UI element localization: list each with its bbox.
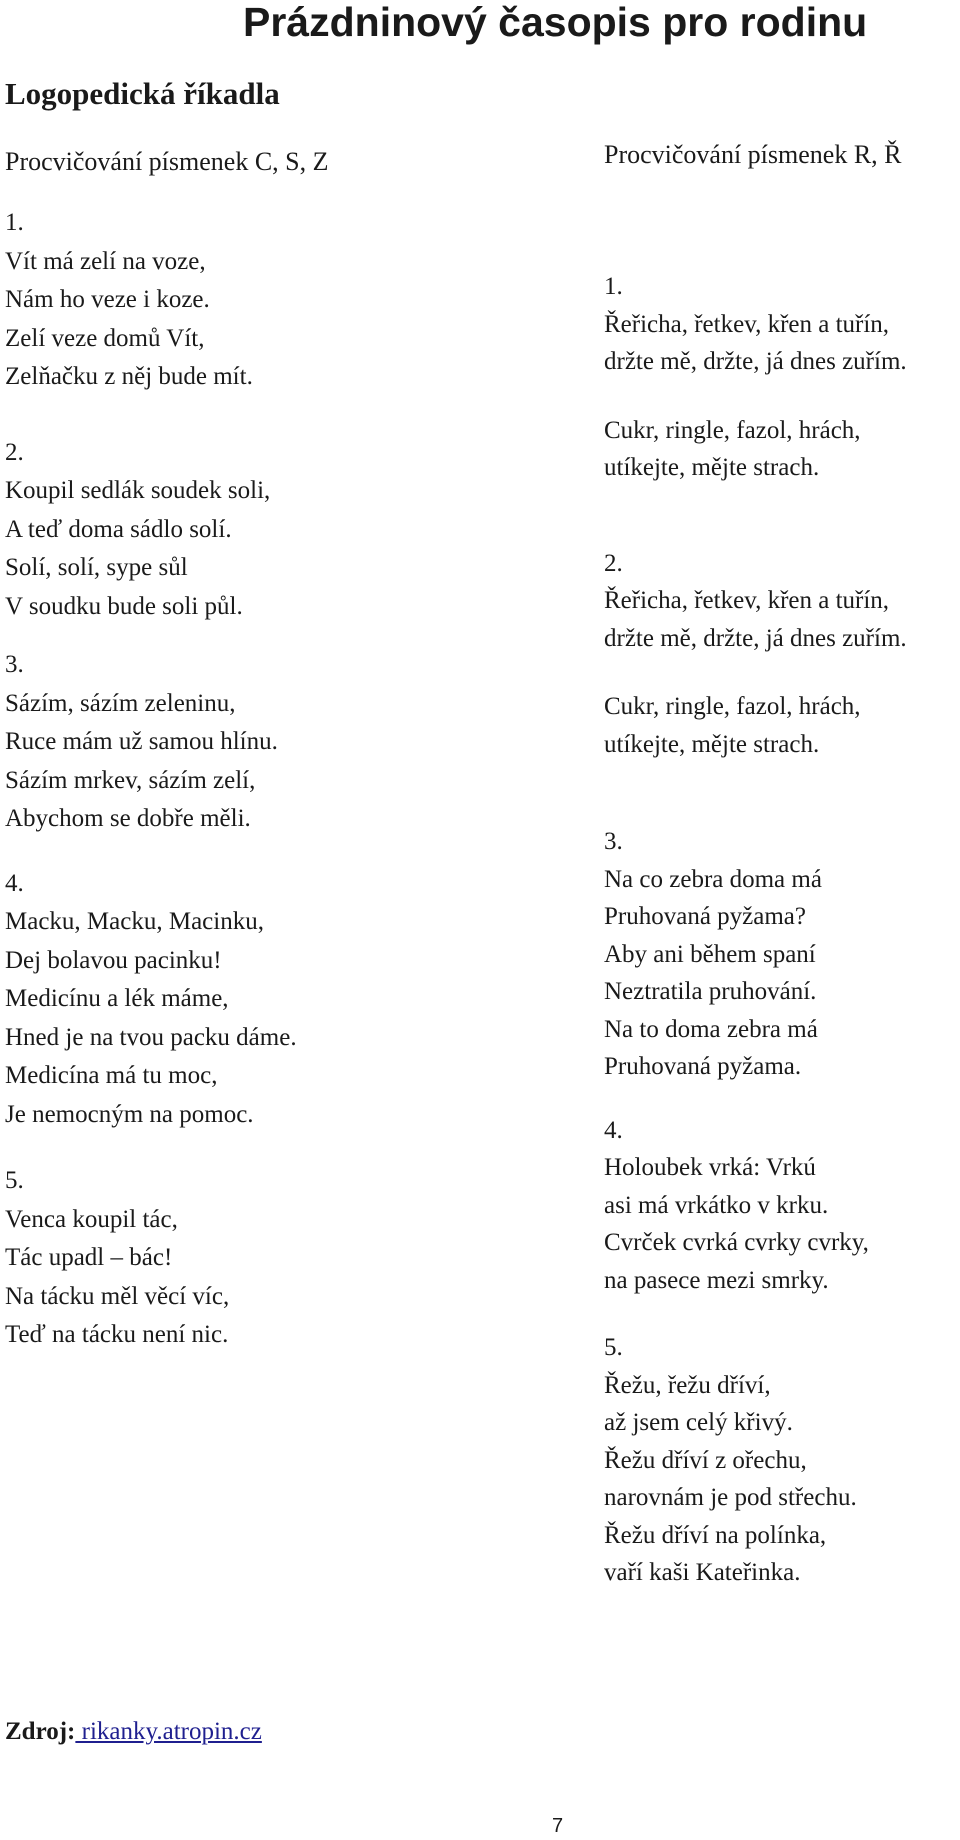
poem-line: Na tácku měl věcí víc, (5, 1282, 230, 1310)
poem-line: asi má vrkátko v krku. (604, 1191, 829, 1219)
poem-r-2 (604, 545, 960, 764)
poem-line: Cvrček cvrká cvrky cvrky, (604, 1229, 869, 1256)
left-subtitle: Procvičování písmenek C, S, Z (5, 147, 329, 176)
poem-line: Medicínu a lék máme, (5, 985, 229, 1012)
poem-line: Sázím, sázím zeleninu, (5, 689, 236, 717)
right-column (604, 268, 960, 1650)
poem-line: Venca koupil tác, (5, 1205, 178, 1233)
poem-number: 1. (5, 209, 24, 236)
poem-line: Vít má zelí na voze, (5, 247, 206, 275)
poem-line: Řežu dříví z ořechu, (604, 1446, 807, 1474)
section-title: Logopedická říkadla (5, 76, 280, 111)
poem-line: až jsem celý křivý. (604, 1409, 793, 1436)
poem-line: Sázím mrkev, sázím zelí, (5, 766, 256, 794)
poem-line: Medicína má tu moc, (5, 1062, 218, 1089)
stanza (604, 582, 960, 657)
poem-number: 3. (604, 828, 623, 855)
poem-line: utíkejte, mějte strach. (604, 454, 820, 481)
poem-line: Na co zebra doma má (604, 865, 822, 893)
poem-line: Řeřicha, řetkev, křen a tuřín, (604, 310, 890, 338)
poem-number: 4. (5, 869, 24, 897)
poem-r-5 (604, 1329, 960, 1592)
poem-line: Řežu, řežu dříví, (604, 1371, 771, 1399)
poem-line: Hned je na tvou packu dáme. (5, 1023, 297, 1051)
poem-line: Koupil sedlák soudek soli, (5, 477, 271, 504)
poem-line: Zelí veze domů Vít, (5, 324, 205, 352)
poem-cs-1 (5, 204, 565, 397)
poem-number: 5. (5, 1167, 24, 1194)
poem-cs-2 (5, 434, 565, 627)
poem-line: Holoubek vrká: Vrkú (604, 1154, 816, 1181)
left-column (5, 204, 565, 1392)
page-number: 7 (552, 1815, 564, 1837)
poem-line: Tác upadl – bác! (5, 1244, 173, 1271)
source-label: Zdroj: (5, 1718, 76, 1745)
poem-line: Zelňačku z něj bude mít. (5, 363, 253, 390)
poem-line: V soudku bude soli půl. (5, 592, 243, 620)
source-link[interactable]: rikanky.atropin.cz (75, 1718, 262, 1745)
right-subtitle: Procvičování písmenek R, Ř (604, 140, 902, 169)
poem-line: Pruhovaná pyžama? (604, 903, 807, 930)
poem-line: Řeřicha, řetkev, křen a tuřín, (604, 587, 890, 614)
poem-line: Macku, Macku, Macinku, (5, 908, 264, 935)
poem-line: Je nemocným na pomoc. (5, 1100, 254, 1128)
poem-line: Ruce mám už samou hlínu. (5, 728, 278, 755)
poem-line: držte mě, držte, já dnes zuřím. (604, 624, 907, 652)
poem-line: na pasece mezi smrky. (604, 1266, 829, 1294)
poem-line: A teď doma sádlo solí. (5, 515, 232, 543)
poem-line: utíkejte, mějte strach. (604, 730, 820, 758)
poem-number: 3. (5, 651, 24, 678)
poem-number: 2. (5, 438, 24, 466)
poem-cs-5 (5, 1162, 565, 1355)
poem-line: Cukr, ringle, fazol, hrách, (604, 693, 861, 720)
poem-line: Neztratila pruhování. (604, 978, 817, 1005)
poem-number: 1. (604, 273, 623, 300)
stanza (604, 306, 960, 381)
poem-line: Solí, solí, sype sůl (5, 554, 188, 581)
poem-line: Cukr, ringle, fazol, hrách, (604, 416, 861, 444)
stanza (604, 688, 960, 763)
poem-r-1 (604, 268, 960, 487)
poem-r-4 (604, 1112, 960, 1300)
poem-line: Na to doma zebra má (604, 1015, 818, 1043)
source-credit (5, 1714, 262, 1750)
poem-number: 2. (604, 549, 623, 577)
stanza (604, 412, 960, 487)
poem-line: držte mě, držte, já dnes zuřím. (604, 348, 907, 375)
poem-cs-3 (5, 646, 565, 839)
poem-line: Abychom se dobře měli. (5, 805, 251, 832)
poem-line: Teď na tácku není nic. (5, 1321, 229, 1348)
poem-line: Dej bolavou pacinku! (5, 946, 222, 974)
poem-line: vaří kaši Kateřinka. (604, 1559, 801, 1586)
poem-line: Pruhovaná pyžama. (604, 1053, 802, 1080)
poem-r-3 (604, 823, 960, 1086)
poem-number: 5. (604, 1334, 623, 1361)
poem-cs-4 (5, 865, 565, 1135)
magazine-title: Prázdninový časopis pro rodinu (243, 0, 868, 45)
poem-line: narovnám je pod střechu. (604, 1484, 857, 1511)
poem-line: Aby ani během spaní (604, 940, 816, 968)
poem-line: Nám ho veze i koze. (5, 286, 210, 313)
poem-line: Řežu dříví na polínka, (604, 1521, 827, 1549)
poem-number: 4. (604, 1116, 623, 1144)
